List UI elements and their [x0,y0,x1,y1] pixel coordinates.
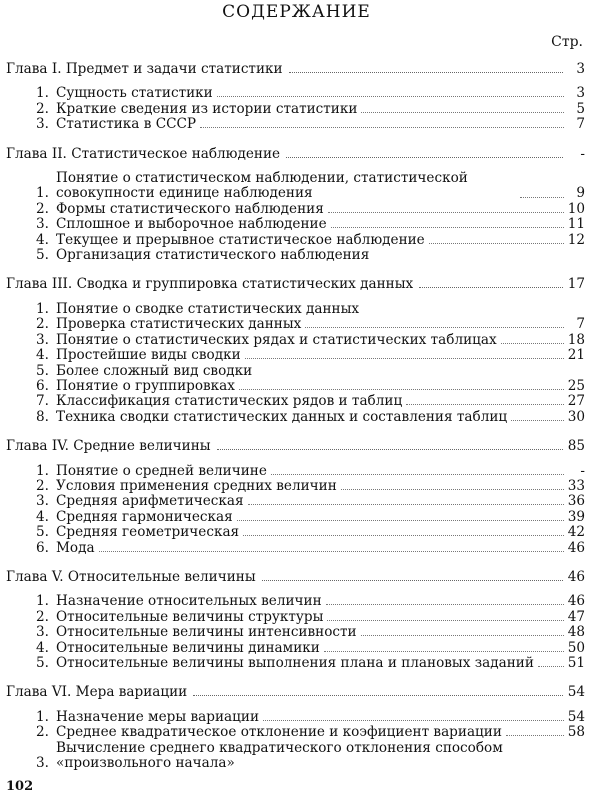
entry-page: 46 [567,539,585,556]
leader-dots [361,112,564,113]
toc-entry [36,333,585,348]
toc-entry [36,710,585,725]
entry-text: Понятие о статистическом наблюдении, статистической совокупности единице наблюдения [56,170,468,202]
table-of-contents [6,62,585,771]
toc-entry [36,656,585,671]
leader-dots [217,449,563,450]
entry-number: 2. [36,724,49,741]
chapter-1 [6,62,585,133]
entry-number: 6. [36,377,49,394]
entry-text: Формы статистического наблюдения [56,200,324,217]
chapter-page: - [580,145,585,162]
entry-page: 46 [567,593,585,610]
entry-page: 54 [567,708,585,725]
leader-dots [237,520,564,521]
leader-dots [248,504,564,505]
leader-dots [243,535,564,536]
entry-text: Организация статистического наблюдения [56,247,370,264]
leader-dots [341,489,564,490]
chapter-heading [6,439,585,454]
entry-number: 5. [36,655,49,671]
chapter-page: 85 [567,438,585,455]
toc-entry [36,741,585,772]
chapter-items [6,594,585,671]
entry-text: Назначение меры вариации [56,708,260,725]
entry-text: Относительные величины выполнения плана и плановых заданий [56,655,534,671]
entry-page: 7 [576,116,585,133]
chapter-page: 54 [567,684,585,701]
toc-entry [36,625,585,640]
entry-number: 2. [36,477,49,494]
chapter-items [6,86,585,132]
toc-entry [36,410,585,425]
chapter-4 [6,439,585,556]
leader-dots [429,243,564,244]
entry-number: 1. [36,300,49,317]
entry-page: 21 [567,347,585,364]
entry-number: 3. [36,755,49,772]
entry-page: 27 [567,393,585,410]
page-column-label: Стр. [551,34,583,50]
entry-text: Понятие о статистических рядах и статистических таблицах [56,331,497,348]
entry-page: - [580,462,585,479]
entry-number: 5. [36,362,49,379]
entry-number: 5. [36,247,49,264]
toc-entry [36,510,585,525]
leader-dots [406,404,564,405]
entry-page: 5 [576,100,585,117]
entry-number: 3. [36,116,49,133]
entry-number: 3. [36,216,49,233]
toc-entry [36,464,585,479]
leader-dots [326,604,564,605]
entry-text: Более сложный вид сводки [56,362,253,379]
toc-entry [36,494,585,509]
entry-number: 2. [36,316,49,333]
entry-page: 7 [576,316,585,333]
entry-number: 1. [36,708,49,725]
entry-page: 36 [567,493,585,510]
leader-dots [520,197,564,198]
entry-text: Сплошное и выборочное наблюдение [56,216,327,233]
chapter-items [6,710,585,772]
entry-page: 10 [567,200,585,217]
entry-text: Текущее и прерывное статистическое наблюдение [56,231,425,248]
leader-dots [200,127,564,128]
entry-page: 9 [576,185,585,202]
chapter-page: 17 [567,276,585,293]
leader-dots [511,420,564,421]
entry-number: 5. [36,524,49,541]
toc-entry [36,248,585,263]
entry-page: 12 [567,231,585,248]
chapter-page: 46 [567,568,585,585]
leader-dots [286,157,563,158]
entry-page: 48 [567,624,585,641]
entry-text: Назначение относительных величин [56,593,322,610]
entry-text: Понятие о группировках [56,377,235,394]
entry-page: 33 [567,477,585,494]
chapter-title: Глава V. Относительные величины [6,568,256,585]
leader-dots [262,580,563,581]
entry-text: Относительные величины динамики [56,639,320,656]
entry-number: 6. [36,539,49,556]
toc-entry [36,202,585,217]
toc-entry [36,364,585,379]
chapter-page: 3 [576,61,585,77]
entry-text: Классификация статистических рядов и таблиц [56,393,403,410]
entry-number: 1. [36,593,49,610]
leader-dots [289,72,563,73]
toc-entry [36,302,585,317]
leader-dots [217,96,564,97]
toc-entry [36,541,585,556]
entry-page: 3 [576,85,585,102]
entry-number: 3. [36,331,49,348]
chapter-heading [6,62,585,77]
toc-entry [36,594,585,609]
leader-dots [305,327,564,328]
leader-dots [193,695,563,696]
entry-number: 4. [36,347,49,364]
toc-entry [36,348,585,363]
entry-page: 51 [567,655,585,671]
entry-number: 1. [36,462,49,479]
toc-entry [36,394,585,409]
chapter-5 [6,570,585,671]
entry-page: 58 [567,724,585,741]
toc-entry [36,525,585,540]
leader-dots [239,389,564,390]
entry-page: 42 [567,524,585,541]
entry-text: Краткие сведения из истории статистики [56,100,358,117]
chapter-items [6,464,585,556]
chapter-heading [6,277,585,292]
leader-dots [506,735,564,736]
leader-dots [331,227,564,228]
chapter-items [6,302,585,425]
entry-page: 50 [567,639,585,656]
entry-page: 47 [567,608,585,625]
entry-text: Относительные величины структуры [56,608,324,625]
entry-number: 7. [36,393,49,410]
toc-entry [36,86,585,101]
entry-number: 4. [36,231,49,248]
chapter-heading [6,147,585,162]
chapter-title: Глава III. Сводка и группировка статистических данных [6,276,414,293]
entry-text: Техника сводки статистических данных и составления таблиц [56,408,508,425]
toc-entry [36,479,585,494]
entry-number: 1. [36,185,49,202]
toc-entry [36,641,585,656]
chapter-title: Глава II. Статистическое наблюдение [6,145,281,162]
entry-number: 2. [36,200,49,217]
entry-text: Средняя гармоническая [56,508,233,525]
toc-entry [36,610,585,625]
toc-entry [36,725,585,740]
entry-page: 18 [567,331,585,348]
leader-dots [328,212,564,213]
toc-entry [36,379,585,394]
entry-text: Мода [56,539,95,556]
chapter-6 [6,685,585,771]
entry-page: 25 [567,377,585,394]
entry-text: Статистика в СССР [56,116,197,133]
chapter-3 [6,277,585,425]
entry-number: 1. [36,85,49,102]
chapter-title: Глава VI. Мера вариации [6,684,188,701]
entry-number: 2. [36,608,49,625]
entry-text: Вычисление среднего квадратического отклонения способом «произвольного начала» [56,739,503,772]
chapter-items [6,171,585,263]
entry-number: 4. [36,508,49,525]
toc-entry [36,217,585,232]
chapter-heading [6,570,585,585]
page-title: СОДЕРЖАНИЕ [222,2,371,22]
toc-entry [36,233,585,248]
entry-text: Относительные величины интенсивности [56,624,357,641]
entry-text: Условия применения средних величин [56,477,337,494]
leader-dots [245,358,564,359]
entry-number: 2. [36,100,49,117]
entry-page: 30 [567,408,585,425]
chapter-heading [6,685,585,700]
leader-dots [263,720,564,721]
entry-number: 3. [36,624,49,641]
entry-text: Средняя геометрическая [56,524,240,541]
chapter-title: Глава IV. Средние величины [6,438,211,455]
leader-dots [324,651,564,652]
toc-entry [36,102,585,117]
entry-text: Понятие о сводке статистических данных [56,300,360,317]
entry-number: 8. [36,408,49,425]
leader-dots [271,474,564,475]
entry-number: 3. [36,493,49,510]
entry-text: Среднее квадратическое отклонение и коэфициент вариации [56,724,502,741]
leader-dots [501,343,564,344]
page-number: 102 [6,779,34,794]
entry-text: Понятие о средней величине [56,462,267,479]
entry-text: Проверка статистических данных [56,316,302,333]
toc-entry [36,117,585,132]
toc-entry [36,317,585,332]
leader-dots [361,635,564,636]
chapter-2 [6,147,585,264]
entry-page: 39 [567,508,585,525]
leader-dots [327,620,564,621]
leader-dots [419,287,563,288]
leader-dots [538,666,564,667]
entry-page: 11 [567,216,585,233]
entry-number: 4. [36,639,49,656]
chapter-title: Глава I. Предмет и задачи статистики [6,61,283,77]
entry-text: Простейшие виды сводки [56,347,241,364]
toc-entry [36,171,585,202]
entry-text: Сущность статистики [56,85,213,102]
leader-dots [99,551,564,552]
entry-text: Средняя арифметическая [56,493,244,510]
